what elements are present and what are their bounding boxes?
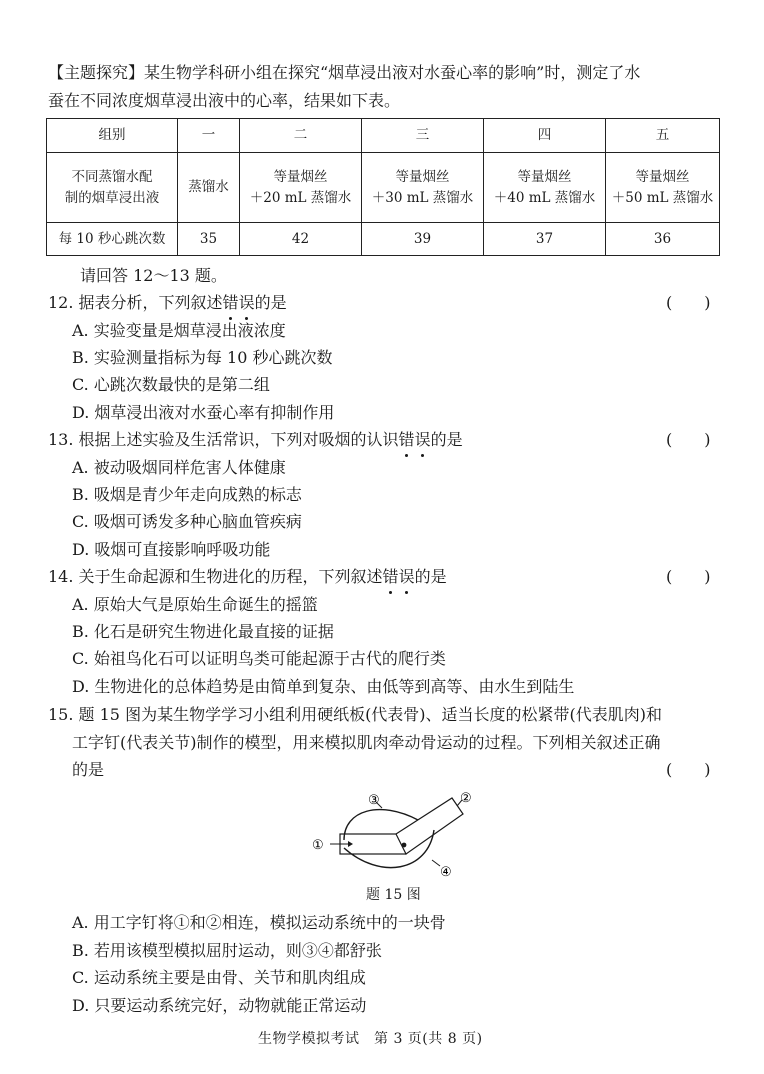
table-cell: 三 (362, 119, 484, 153)
q12-stem (48, 292, 287, 314)
intro-line-1: 【主题探究】某生物学科研小组在探究“烟草浸出液对水蚕心率的影响”时，测定了水 (48, 63, 641, 82)
label-2: ② (460, 791, 472, 806)
stem-text: 13. 根据上述实验及生活常识，下列对吸烟的认识 (48, 430, 399, 449)
q15-option-d: D. 只要运动系统完好，动物就能正常运动 (72, 996, 367, 1015)
table-cell: 37 (484, 223, 606, 256)
table-cell: 组别 (47, 119, 178, 153)
table-cell: 42 (240, 223, 362, 256)
table-row (47, 119, 720, 153)
emphasis-char: 误 (398, 567, 415, 586)
cell-line: 等量烟丝 (273, 168, 328, 185)
q14-option-d: D. 生物进化的总体趋势是由简单到复杂、由低等到高等、由水生到陆生 (72, 677, 575, 696)
label-1: ① (312, 838, 324, 853)
q13-option-a: A. 被动吸烟同样危害人体健康 (72, 458, 286, 477)
answer-bracket: ( ) (666, 760, 711, 779)
cell-line: ＋20 mL 蒸馏水 (249, 189, 352, 206)
table-cell (606, 153, 720, 223)
table-cell: 39 (362, 223, 484, 256)
emphasis-char: 错 (222, 293, 239, 312)
table-cell: 四 (484, 119, 606, 153)
q15-option-a: A. 用工字钉将①和②相连，模拟运动系统中的一块骨 (72, 913, 446, 932)
cell-line: 不同蒸馏水配 (71, 168, 153, 185)
q14-option-b: B. 化石是研究生物进化最直接的证据 (72, 622, 334, 641)
answer-bracket: ( ) (666, 567, 711, 586)
table-cell: 五 (606, 119, 720, 153)
stem-text: 12. 据表分析，下列叙述 (48, 293, 223, 312)
answer-bracket: ( ) (666, 293, 711, 312)
cell-line: 等量烟丝 (635, 168, 690, 185)
q15-stem-line-2: 工字钉(代表关节)制作的模型，用来模拟肌肉牵动骨运动的过程。下列相关叙述正确 (72, 733, 661, 752)
joint-pin (402, 843, 407, 848)
q12-option-a: A. 实验变量是烟草浸出液浓度 (72, 321, 286, 340)
cell-line: ＋50 mL 蒸馏水 (611, 189, 714, 206)
emphasis-char: 错 (398, 430, 415, 449)
stem-text: 的是 (414, 567, 447, 586)
stem-text: 的是 (254, 293, 287, 312)
cell-line: 制的烟草浸出液 (64, 189, 160, 206)
answer-bracket: ( ) (666, 430, 711, 449)
q14-option-a: A. 原始大气是原始生命诞生的摇篮 (72, 595, 318, 614)
cell-line: ＋40 mL 蒸馏水 (493, 189, 596, 206)
table-cell: 35 (178, 223, 240, 256)
emphasis-char: 误 (414, 430, 431, 449)
stem-text: 14. 关于生命起源和生物进化的历程，下列叙述 (48, 567, 383, 586)
cell-line: ＋30 mL 蒸馏水 (371, 189, 474, 206)
q12-option-c: C. 心跳次数最快的是第二组 (72, 375, 270, 394)
q13-option-d: D. 吸烟可直接影响呼吸功能 (72, 540, 271, 559)
page-footer: 生物学模拟考试 第 3 页(共 8 页) (258, 1031, 483, 1047)
emphasis-char: 误 (238, 293, 255, 312)
heart-rate-table (46, 118, 720, 256)
cell-line: 蒸馏水 (188, 179, 229, 195)
table-cell (484, 153, 606, 223)
q15-stem-line-1: 15. 题 15 图为某生物学学习小组利用硬纸板(代表骨)、适当长度的松紧带(代表肌肉)和 (48, 705, 663, 724)
intro-line-2: 蚕在不同浓度烟草浸出液中的心率，结果如下表。 (48, 91, 401, 110)
q15-stem-line-3: 的是 (72, 760, 105, 779)
q15-option-b: B. 若用该模型模拟屈肘运动，则③④都舒张 (72, 941, 382, 960)
table-cell: 二 (240, 119, 362, 153)
figure-caption: 题 15 图 (366, 887, 421, 903)
q14-option-c: C. 始祖鸟化石可以证明鸟类可能起源于古代的爬行类 (72, 649, 446, 668)
q12-option-b: B. 实验测量指标为每 10 秒心跳次数 (72, 348, 333, 367)
table-cell (240, 153, 362, 223)
table-cell (178, 153, 240, 223)
stem-text: 的是 (430, 430, 463, 449)
table-cell: 36 (606, 223, 720, 256)
table-row (47, 153, 720, 223)
q15-option-c: C. 运动系统主要是由骨、关节和肌肉组成 (72, 968, 366, 987)
table-row (47, 223, 720, 256)
cell-line: 等量烟丝 (395, 168, 450, 185)
table-cell: 每 10 秒心跳次数 (47, 223, 178, 256)
emphasis-char: 错 (382, 567, 399, 586)
q12-option-d: D. 烟草浸出液对水蚕心率有抑制作用 (72, 403, 335, 422)
label-3: ③ (368, 793, 380, 808)
answer-prompt: 请回答 12～13 题。 (80, 266, 227, 285)
q13-stem (48, 429, 463, 451)
q14-stem (48, 566, 447, 588)
table-cell (47, 153, 178, 223)
table-cell: 一 (178, 119, 240, 153)
label-4: ④ (440, 865, 452, 880)
label-4-leader (432, 860, 440, 866)
q13-option-b: B. 吸烟是青少年走向成熟的标志 (72, 485, 302, 504)
muscle-bone-model-figure (310, 790, 490, 882)
table-cell (362, 153, 484, 223)
q13-option-c: C. 吸烟可诱发多种心脑血管疾病 (72, 512, 302, 531)
cell-line: 等量烟丝 (517, 168, 572, 185)
